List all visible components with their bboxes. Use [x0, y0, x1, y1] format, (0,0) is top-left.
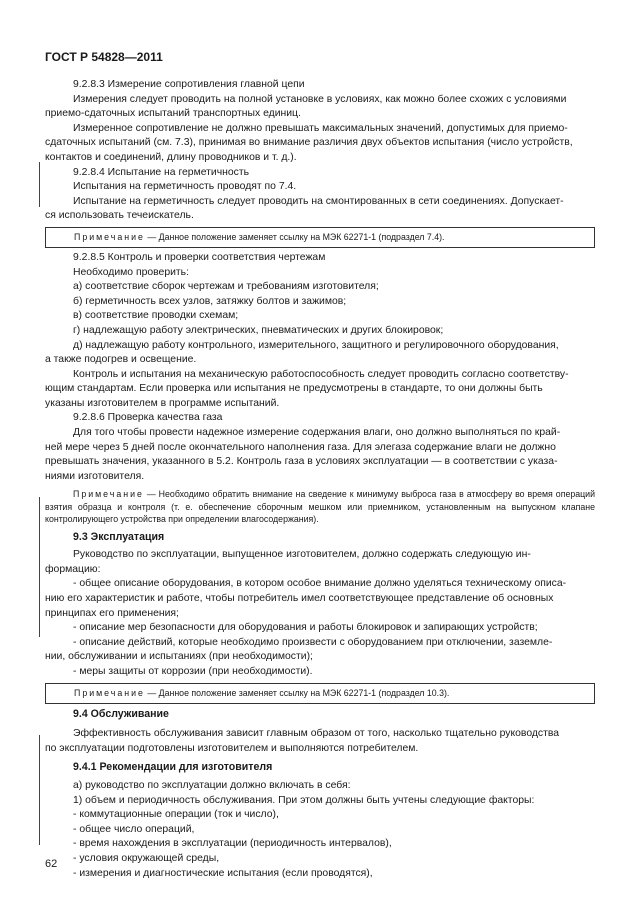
note-text: — Данное положение заменяет ссылку на МЭК 62271-1 (подраздел 10.3).: [144, 687, 450, 698]
list-item: - измерения и диагностические испытания (если проводятся),: [73, 867, 373, 879]
paragraph-line: ней мере через 5 дней после окончательного наполнения газа. Для элегаза содержание влаги не должно: [45, 441, 556, 453]
change-bar: [39, 497, 40, 637]
section-heading: 9.2.8.4 Испытание на герметичность: [73, 166, 250, 178]
list-item: а) руководство по эксплуатации должно включать в себя:: [73, 779, 351, 791]
note-label: Примечание: [74, 231, 145, 242]
section-heading: 9.2.8.6 Проверка качества газа: [73, 412, 223, 424]
paragraph-line: ся использовать течеискатель.: [45, 210, 194, 222]
section-title-9-3: 9.3 Эксплуатация: [73, 530, 165, 543]
note-box: [45, 227, 595, 248]
paragraph-line: формацию:: [45, 563, 101, 575]
paragraph-line: Для того чтобы провести надежное измерение содержания влаги, оно должно выполняться по край-: [73, 427, 561, 439]
paragraph-line: по эксплуатации подготовлены изготовителем и выполняются потребителем.: [45, 742, 419, 754]
paragraph-line: контактов и соединений, длину проводников и т. д.).: [45, 151, 297, 163]
paragraph-line: Необходимо проверить:: [73, 266, 189, 278]
paragraph-line: принципах его применения;: [45, 607, 179, 619]
change-bar: [39, 735, 40, 845]
note-box: [45, 683, 595, 704]
change-bar: [39, 162, 40, 207]
section-title-9-4: 9.4 Обслуживание: [73, 707, 169, 720]
list-item: - описание действий, которые необходимо произвести с оборудованием при отключении, заземле-: [73, 636, 553, 648]
paragraph-line: ниями изготовителя.: [45, 470, 145, 482]
paragraph-line: Испытания на герметичность проводят по 7.4.: [73, 181, 297, 193]
list-item: б) герметичность всех узлов, затяжку болтов и зажимов;: [73, 295, 347, 307]
section-heading: 9.2.8.3 Измерение сопротивления главной цепи: [73, 79, 305, 90]
paragraph-line: нию его характеристик и работе, чтобы потребитель имел соответствующее представление об основных: [45, 593, 554, 605]
paragraph-line: Измеренное сопротивление не должно превышать максимальных значений, допустимых для приемо-: [73, 122, 568, 134]
list-item: а) соответствие сборок чертежам и требованиям изготовителя;: [73, 281, 379, 293]
note-paragraph: [45, 488, 595, 525]
paragraph-line: Эффективность обслуживания зависит главным образом от того, насколько тщательно руководства: [73, 728, 560, 740]
section-title-9-4-1: 9.4.1 Рекомендации для изготовителя: [73, 761, 273, 774]
note-label: Примечание: [73, 489, 144, 500]
standard-header: ГОСТ Р 54828—2011: [45, 50, 163, 64]
paragraph-line: Испытание на герметичность следует проводить на смонтированных в сети соединениях. Допускает-: [73, 195, 564, 207]
paragraph-line: Контроль и испытания на механическую работоспособность следует проводить согласно соответству-: [73, 368, 569, 380]
list-item: - общее число операций,: [73, 823, 195, 835]
paragraph-line: а также подогрев и освещение.: [45, 354, 197, 366]
paragraph-line: превышать значения, указанного в 5.2. Контроль газа в условиях эксплуатации — в соответствии с указа-: [45, 456, 558, 468]
note-text: — Данное положение заменяет ссылку на МЭК 62271-1 (подраздел 7.4).: [144, 231, 445, 242]
list-item: - условия окружающей среды,: [73, 852, 220, 864]
paragraph-line: Руководство по эксплуатации, выпущенное изготовителем, должно содержать следующую ин-: [73, 549, 531, 561]
list-item: д) надлежащую работу контрольного, измерительного, защитного и регулировочного оборудования,: [73, 339, 559, 351]
section-heading: 9.2.8.5 Контроль и проверки соответствия чертежам: [73, 251, 326, 263]
list-item: - общее описание оборудования, в котором особое внимание должно уделяться техническому описа-: [73, 578, 567, 590]
paragraph-line: Измерения следует проводить на полной установке в условиях, как можно более схожих с условиями: [73, 93, 567, 105]
body-text: [45, 78, 595, 881]
list-item: - коммутационные операции (ток и число),: [73, 809, 279, 821]
list-item: - описание мер безопасности для оборудования и работы блокировок и запирающих устройств;: [73, 622, 538, 634]
list-item: - время нахождения в эксплуатации (периодичность интервалов),: [73, 838, 392, 850]
list-item: г) надлежащую работу электрических, пневматических и других блокировок;: [73, 324, 444, 336]
note-text: — Необходимо обратить внимание на сведение к минимуму выброса газа в атмосферу во время операций взятия образца и контроля (т. е. обеспечение сборочным мешком или приемником, установленным на выпускном клапане контролирующего устройства при определении влагосодержания).: [45, 489, 595, 525]
paragraph-line: приемо-сдаточных испытаний транспортных единиц.: [45, 108, 301, 120]
paragraph-line: нии, обслуживании и испытаниях (при необходимости);: [45, 651, 313, 663]
paragraph-line: ющим стандартам. Если проверка или испытания не предусмотрены в стандарте, то они должны быть: [45, 383, 543, 395]
list-item: в) соответствие проводки схемам;: [73, 310, 239, 322]
paragraph-line: указаны изготовителем в программе испытаний.: [45, 397, 280, 409]
note-label: Примечание: [74, 687, 145, 698]
list-item: 1) объем и периодичность обслуживания. При этом должны быть учтены следующие факторы:: [73, 794, 535, 806]
paragraph-line: сдаточных испытаний (см. 7.3), принимая во внимание различия двух объектов испытания (число устройств,: [45, 137, 573, 149]
list-item: - меры защиты от коррозии (при необходимости).: [73, 666, 313, 677]
page-number: 62: [45, 858, 58, 870]
